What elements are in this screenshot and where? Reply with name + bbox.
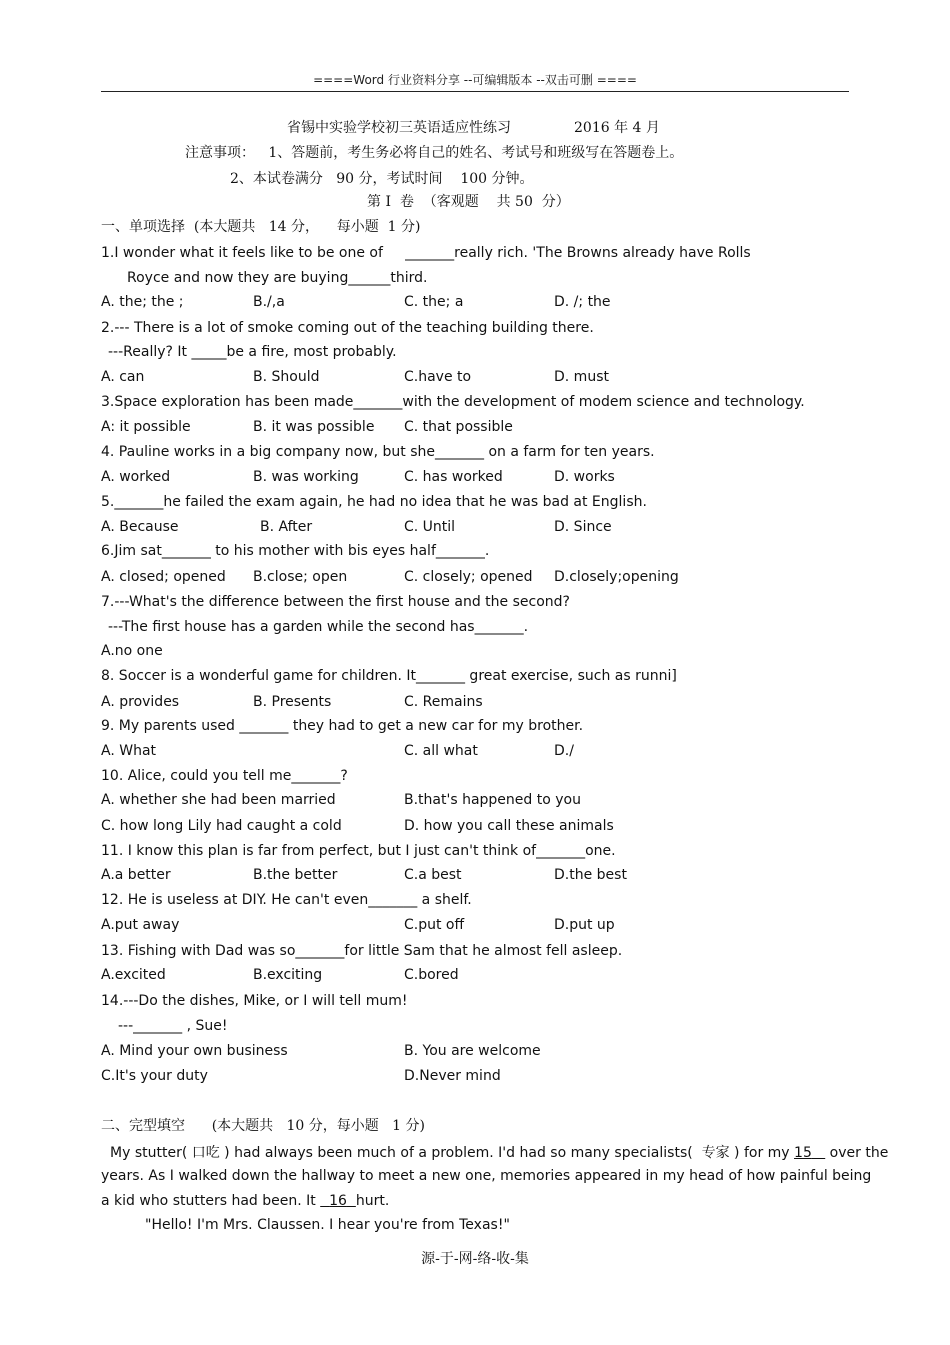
- passage-line-4: "Hello! I'm Mrs. Claussen. I hear you're from Texas!": [145, 1217, 510, 1233]
- q2-option-c: C.have to: [404, 369, 472, 385]
- q3-option-c: C. that possible: [404, 419, 513, 435]
- section1-title: 一、单项选择 (本大题共 14 分， 每小题 1 分): [101, 219, 421, 235]
- q14-option-b: B. You are welcome: [404, 1043, 541, 1059]
- q10-option-a: A. whether she had been married: [101, 792, 336, 808]
- q7-option-a: A.no one: [101, 643, 163, 659]
- volume-title: 第 I 卷 （客观题 共 50 分）: [367, 194, 570, 210]
- exam-title: 省锡中实验学校初三英语适应性练习: [287, 120, 511, 136]
- passage-text: My stutter( 口吃 ) had always been much of a problem. I'd had so many specialists( 专家 ) for my: [110, 1145, 795, 1161]
- q9-option-c: C. all what: [404, 743, 478, 759]
- q3-option-a: A: it possible: [101, 419, 191, 435]
- q1-option-b: B./,a: [253, 294, 285, 310]
- blank-16-pad: [347, 1193, 356, 1209]
- question-1-text: 1.I wonder what it feels like to be one of _______really rich. 'The Browns already have Rolls: [101, 245, 751, 261]
- question-7-text: 7.---What's the difference between the first house and the second?: [101, 594, 570, 610]
- question-8-text: 8. Soccer is a wonderful game for children. It_______ great exercise, such as runni]: [101, 668, 677, 684]
- passage-line-1: [110, 1142, 888, 1162]
- q13-option-b: B.exciting: [253, 967, 323, 983]
- question-10-text: 10. Alice, could you tell me_______?: [101, 768, 348, 784]
- question-7-text-cont: ---The first house has a garden while the second has_______.: [108, 619, 529, 635]
- q1-option-d: D. /; the: [554, 294, 611, 310]
- question-14-text-cont: ---_______ , Sue!: [118, 1018, 228, 1034]
- question-12-text: 12. He is useless at DIY. He can't even_______ a shelf.: [101, 892, 472, 908]
- section2-title: 二、完型填空 (本大题共 10 分，每小题 1 分): [101, 1118, 425, 1134]
- exam-date: 2016 年 4 月: [574, 120, 660, 136]
- q5-option-b: B. After: [260, 519, 313, 535]
- q14-option-c: C.It's your duty: [101, 1068, 208, 1084]
- q2-option-d: D. must: [554, 369, 609, 385]
- q9-option-d: D./: [554, 743, 574, 759]
- q5-option-a: A. Because: [101, 519, 179, 535]
- q11-option-a: A.a better: [101, 867, 171, 883]
- passage-line-2: years. As I walked down the hallway to meet a new one, memories appeared in my head of how painful being: [101, 1168, 872, 1184]
- q11-option-b: B.the better: [253, 867, 338, 883]
- q14-option-d: D.Never mind: [404, 1068, 501, 1084]
- question-3-text: 3.Space exploration has been made_______with the development of modem science and technology.: [101, 394, 805, 410]
- q12-option-c: C.put off: [404, 917, 465, 933]
- q12-option-d: D.put up: [554, 917, 615, 933]
- q5-option-d: D. Since: [554, 519, 612, 535]
- q3-option-b: B. it was possible: [253, 419, 375, 435]
- q4-option-a: A. worked: [101, 469, 171, 485]
- q1-option-c: C. the; a: [404, 294, 464, 310]
- q5-option-c: C. Until: [404, 519, 456, 535]
- q10-option-b: B.that's happened to you: [404, 792, 581, 808]
- q1-option-a: A. the; the ;: [101, 294, 184, 310]
- page-header: ====Word 行业资料分享 --可编辑版本 --双击可删 ====: [313, 73, 637, 87]
- question-11-text: 11. I know this plan is far from perfect, but I just can't think of_______one.: [101, 843, 616, 859]
- q4-option-d: D. works: [554, 469, 615, 485]
- passage-text: over the: [825, 1145, 889, 1161]
- q4-option-c: C. has worked: [404, 469, 503, 485]
- question-13-text: 13. Fishing with Dad was so_______for little Sam that he almost fell asleep.: [101, 943, 623, 959]
- blank-16: 16: [329, 1193, 347, 1209]
- passage-text: a kid who stutters had been. It: [101, 1193, 321, 1209]
- q2-option-a: A. can: [101, 369, 145, 385]
- passage-text: hurt.: [355, 1193, 390, 1209]
- q8-option-a: A. provides: [101, 694, 180, 710]
- q8-option-b: B. Presents: [253, 694, 332, 710]
- notes-line-2: 2、本试卷满分 90 分，考试时间 100 分钟。: [230, 171, 534, 187]
- blank-15-pad: [812, 1145, 825, 1161]
- q10-option-c: C. how long Lily had caught a cold: [101, 818, 342, 834]
- q14-option-a: A. Mind your own business: [101, 1043, 288, 1059]
- notes-line-1: 注意事项： 1、答题前，考生务必将自己的姓名、考试号和班级写在答题卷上。: [185, 145, 684, 161]
- blank-15: 15: [794, 1145, 812, 1161]
- q13-option-a: A.excited: [101, 967, 166, 983]
- q6-option-b: B.close; open: [253, 569, 348, 585]
- question-5-text: 5._______he failed the exam again, he had no idea that he was bad at English.: [101, 494, 647, 510]
- q10-option-d: D. how you call these animals: [404, 818, 614, 834]
- q8-option-c: C. Remains: [404, 694, 483, 710]
- question-2-text: 2.--- There is a lot of smoke coming out of the teaching building there.: [101, 320, 594, 336]
- header-divider: [101, 91, 849, 92]
- q13-option-c: C.bored: [404, 967, 459, 983]
- question-9-text: 9. My parents used _______ they had to get a new car for my brother.: [101, 718, 584, 734]
- q4-option-b: B. was working: [253, 469, 359, 485]
- q6-option-d: D.closely;opening: [554, 569, 679, 585]
- q2-option-b: B. Should: [253, 369, 320, 385]
- blank-16-pad: [320, 1193, 329, 1209]
- question-2-text-cont: ---Really? It _____be a fire, most probably.: [108, 344, 397, 360]
- q6-option-c: C. closely; opened: [404, 569, 533, 585]
- q9-option-a: A. What: [101, 743, 157, 759]
- q11-option-c: C.a best: [404, 867, 462, 883]
- question-14-text: 14.---Do the dishes, Mike, or I will tell mum!: [101, 993, 408, 1009]
- q11-option-d: D.the best: [554, 867, 627, 883]
- q12-option-a: A.put away: [101, 917, 180, 933]
- question-6-text: 6.Jim sat_______ to his mother with bis eyes half_______.: [101, 543, 490, 559]
- question-1-text-cont: Royce and now they are buying______third.: [127, 270, 428, 286]
- page-footer: 源-于-网-络-收-集: [421, 1251, 529, 1267]
- q6-option-a: A. closed; opened: [101, 569, 226, 585]
- question-4-text: 4. Pauline works in a big company now, but she_______ on a farm for ten years.: [101, 444, 655, 460]
- passage-line-3: [101, 1193, 389, 1209]
